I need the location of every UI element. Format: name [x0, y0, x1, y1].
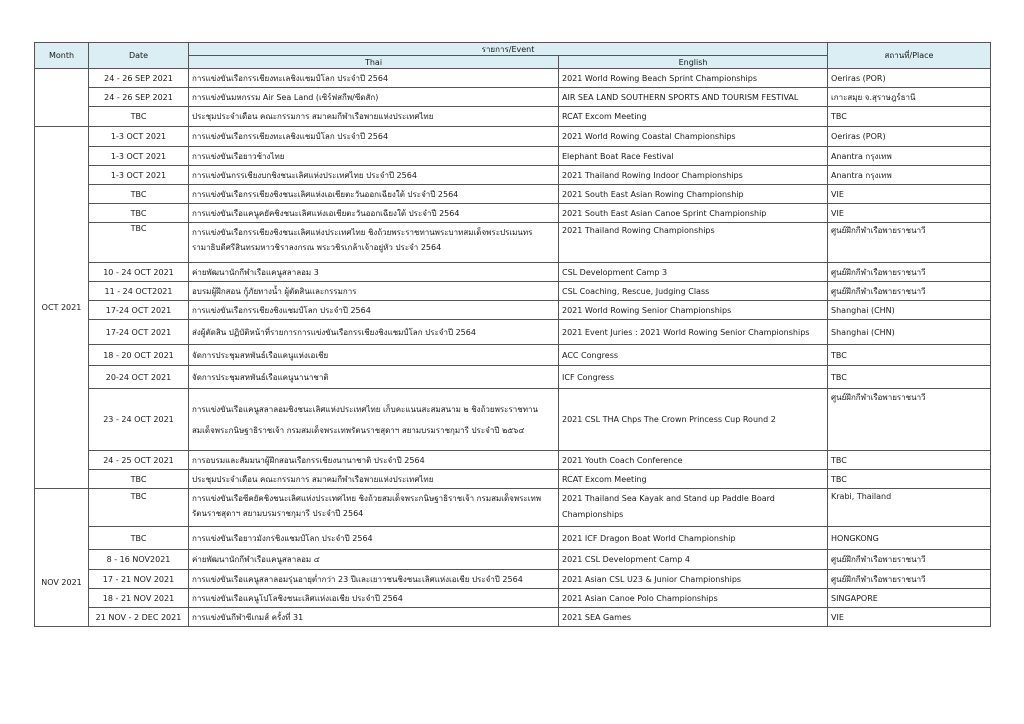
thai-cell: ส่งผู้ตัดสิน ปฏิบัติหน้าที่รายการการแข่งขันเรือกรรเชียงชิงแชมป์โลก ประจำปี 2564: [189, 320, 559, 345]
thai-cell: การแข่งขันเรือแคนูสลาลอมรุ่นอายุต่ำกว่า 23 ปีและเยาวชนชิงชนะเลิศแห่งเอเชีย ประจำปี 2564: [189, 570, 559, 589]
thai-cell: การแข่งขันเรือแคนูคยัคชิงชนะเลิศแห่งเอเชียตะวันออกเฉียงใต้ ประจำปี 2564: [189, 204, 559, 223]
date-cell: 24 - 25 OCT 2021: [89, 451, 189, 470]
table-row: [35, 69, 991, 88]
header-month: Month: [35, 43, 89, 69]
header-english: English: [559, 56, 828, 69]
place-cell: TBC: [828, 345, 991, 366]
thai-cell: การแข่งขันกีฬาซีเกมส์ ครั้งที่ 31: [189, 608, 559, 627]
date-cell: TBC: [89, 107, 189, 127]
date-cell: TBC: [89, 223, 189, 263]
english-cell: CSL Development Camp 3: [559, 263, 828, 282]
place-cell: ศูนย์ฝึกกีฬาเรือพายราชนาวี: [828, 282, 991, 301]
month-cell-nov: NOV 2021: [35, 489, 89, 627]
place-cell: Krabi, Thailand: [828, 489, 991, 527]
date-cell: TBC: [89, 185, 189, 204]
thai-cell: การแข่งขันเรือแคนูสลาลอมชิงชนะเลิศแห่งประเทศไทย เก็บคะแนนสะสมสนาม ๒ ชิงถ้วยพระราชทานสมเด็จพระกนิษฐาธิราชเจ้า กรมสมเด็จพระเทพรัตนราชสุดาฯ สยามบรมราชกุมารี ประจำปี ๒๕๖๔: [189, 389, 559, 451]
table-row: [35, 107, 991, 127]
table-row: [35, 366, 991, 389]
table-row: [35, 147, 991, 166]
header-date: Date: [89, 43, 189, 69]
thai-cell: การแข่งขันเรือยาวช้างไทย: [189, 147, 559, 166]
table-row: [35, 301, 991, 320]
date-cell: TBC: [89, 204, 189, 223]
thai-cell: จัดการประชุมสหพันธ์เรือแคนูนานาชาติ: [189, 366, 559, 389]
english-cell: 2021 Event Juries : 2021 World Rowing Senior Championships: [559, 320, 828, 345]
thai-cell: จัดการประชุมสหพันธ์เรือแคนูแห่งเอเชีย: [189, 345, 559, 366]
english-cell: 2021 SEA Games: [559, 608, 828, 627]
english-cell: 2021 Thailand Rowing Indoor Championships: [559, 166, 828, 185]
date-cell: 11 - 24 OCT2021: [89, 282, 189, 301]
header-thai: Thai: [189, 56, 559, 69]
thai-cell: การแข่งขันเรือยาวมังกรชิงแชมป์โลก ประจำปี 2564: [189, 527, 559, 550]
english-cell: CSL Coaching, Rescue, Judging Class: [559, 282, 828, 301]
table-row: [35, 127, 991, 147]
table-row: [35, 345, 991, 366]
table-row: [35, 389, 991, 451]
english-cell: 2021 CSL Development Camp 4: [559, 550, 828, 570]
date-cell: 1-3 OCT 2021: [89, 127, 189, 147]
date-cell: 24 - 26 SEP 2021: [89, 88, 189, 107]
header-event: รายการ/Event: [189, 43, 828, 56]
english-cell: AIR SEA LAND SOUTHERN SPORTS AND TOURISM FESTIVAL: [559, 88, 828, 107]
table-row: [35, 263, 991, 282]
table-row: [35, 88, 991, 107]
english-cell: 2021 South East Asian Rowing Championship: [559, 185, 828, 204]
table-row: [35, 451, 991, 470]
english-cell: 2021 World Rowing Beach Sprint Championships: [559, 69, 828, 88]
month-cell-oct: OCT 2021: [35, 127, 89, 489]
place-cell: ศูนย์ฝึกกีฬาเรือพายราชนาวี: [828, 550, 991, 570]
table-row: [35, 320, 991, 345]
thai-cell: ประชุมประจำเดือน คณะกรรมการ สมาคมกีฬาเรือพายแห่งประเทศไทย: [189, 107, 559, 127]
date-cell: 18 - 21 NOV 2021: [89, 589, 189, 608]
place-cell: TBC: [828, 107, 991, 127]
english-cell: 2021 South East Asian Canoe Sprint Championship: [559, 204, 828, 223]
thai-cell: การแข่งขันเรือกรรเชียงทะเลชิงแชมป์โลก ประจำปี 2564: [189, 127, 559, 147]
date-cell: 21 NOV - 2 DEC 2021: [89, 608, 189, 627]
thai-cell: การแข่งขันกรรเชียงบกชิงชนะเลิศแห่งประเทศไทย ประจำปี 2564: [189, 166, 559, 185]
month-cell-sep: [35, 69, 89, 127]
thai-cell: การแข่งขันเรือแคนูโปโลชิงชนะเลิศแห่งเอเชีย ประจำปี 2564: [189, 589, 559, 608]
place-cell: TBC: [828, 451, 991, 470]
english-cell: 2021 World Rowing Senior Championships: [559, 301, 828, 320]
table-row: [35, 489, 991, 527]
english-cell: 2021 World Rowing Coastal Championships: [559, 127, 828, 147]
table-row: [35, 470, 991, 489]
date-cell: 17-24 OCT 2021: [89, 320, 189, 345]
event-schedule-table: [34, 42, 991, 627]
place-cell: Shanghai (CHN): [828, 301, 991, 320]
date-cell: 24 - 26 SEP 2021: [89, 69, 189, 88]
place-cell: Shanghai (CHN): [828, 320, 991, 345]
place-cell: SINGAPORE: [828, 589, 991, 608]
place-cell: HONGKONG: [828, 527, 991, 550]
date-cell: 1-3 OCT 2021: [89, 147, 189, 166]
date-cell: 23 - 24 OCT 2021: [89, 389, 189, 451]
date-cell: 10 - 24 OCT 2021: [89, 263, 189, 282]
table-row: [35, 608, 991, 627]
table-row: [35, 185, 991, 204]
place-cell: ศูนย์ฝึกกีฬาเรือพายราชนาวี: [828, 389, 991, 451]
table-row: [35, 527, 991, 550]
date-cell: TBC: [89, 527, 189, 550]
place-cell: ศูนย์ฝึกกีฬาเรือพายราชนาวี: [828, 223, 991, 263]
english-cell: 2021 Thailand Sea Kayak and Stand up Paddle Board Championships: [559, 489, 828, 527]
header-place: สถานที่/Place: [828, 43, 991, 69]
english-cell: RCAT Excom Meeting: [559, 107, 828, 127]
place-cell: TBC: [828, 470, 991, 489]
thai-cell: ค่ายพัฒนานักกีฬาเรือแคนูสลาลอม ๔: [189, 550, 559, 570]
thai-cell: การแข่งขันเรือซีคยัคชิงชนะเลิศแห่งประเทศไทย ชิงถ้วยสมเด็จพระกนิษฐาธิราชเจ้า กรมสมเด็จพระเทพรัตนราชสุดาฯ สยามบรมราชกุมารี ประจำปี 2564: [189, 489, 559, 527]
english-cell: 2021 Asian Canoe Polo Championships: [559, 589, 828, 608]
table-row: [35, 550, 991, 570]
table-row: [35, 589, 991, 608]
place-cell: VIE: [828, 608, 991, 627]
place-cell: เกาะสมุย จ.สุราษฎร์ธานี: [828, 88, 991, 107]
english-cell: ICF Congress: [559, 366, 828, 389]
thai-cell: การแข่งขันเรือกรรเชียงทะเลชิงแชมป์โลก ประจำปี 2564: [189, 69, 559, 88]
english-cell: Elephant Boat Race Festival: [559, 147, 828, 166]
table-row: [35, 166, 991, 185]
place-cell: ศูนย์ฝึกกีฬาเรือพายราชนาวี: [828, 570, 991, 589]
english-cell: RCAT Excom Meeting: [559, 470, 828, 489]
place-cell: TBC: [828, 366, 991, 389]
table-row: [35, 204, 991, 223]
date-cell: 8 - 16 NOV2021: [89, 550, 189, 570]
thai-cell: การแข่งขันเรือกรรเชียงชิงชนะเลิศแห่งเอเชียตะวันออกเฉียงใต้ ประจำปี 2564: [189, 185, 559, 204]
thai-cell: การแข่งขันเรือกรรเชียงชิงแชมป์โลก ประจำปี 2564: [189, 301, 559, 320]
english-cell: 2021 Thailand Rowing Championships: [559, 223, 828, 263]
thai-cell: ค่ายพัฒนานักกีฬาเรือแคนูสลาลอม 3: [189, 263, 559, 282]
place-cell: Anantra กรุงเทพ: [828, 147, 991, 166]
english-cell: 2021 Asian CSL U23 & Junior Championships: [559, 570, 828, 589]
date-cell: 1-3 OCT 2021: [89, 166, 189, 185]
place-cell: Oeriras (POR): [828, 69, 991, 88]
table-row: [35, 223, 991, 263]
date-cell: 17 - 21 NOV 2021: [89, 570, 189, 589]
date-cell: TBC: [89, 489, 189, 527]
english-cell: ACC Congress: [559, 345, 828, 366]
date-cell: TBC: [89, 470, 189, 489]
place-cell: Oeriras (POR): [828, 127, 991, 147]
thai-cell: อบรมผู้ฝึกสอน กู้ภัยทางน้ำ ผู้ตัดสินและกรรมการ: [189, 282, 559, 301]
place-cell: VIE: [828, 204, 991, 223]
place-cell: ศูนย์ฝึกกีฬาเรือพายราชนาวี: [828, 263, 991, 282]
thai-cell: การแข่งขันเรือกรรเชียงชิงชนะเลิศแห่งประเทศไทย ชิงถ้วยพระราชทานพระบาทสมเด็จพระปรเมนทรรามาธิบดีศรีสินทรมหาวชิราลงกรณ พระวชิรเกล้าเจ้าอยู่หัว ประจำ 2564: [189, 223, 559, 263]
thai-cell: การอบรมและสัมมนาผู้ฝึกสอนเรือกรรเชียงนานาชาติ ประจำปี 2564: [189, 451, 559, 470]
table-row: [35, 570, 991, 589]
english-cell: 2021 ICF Dragon Boat World Championship: [559, 527, 828, 550]
english-cell: 2021 CSL THA Chps The Crown Princess Cup Round 2: [559, 389, 828, 451]
table-row: [35, 282, 991, 301]
thai-cell: ประชุมประจำเดือน คณะกรรมการ สมาคมกีฬาเรือพายแห่งประเทศไทย: [189, 470, 559, 489]
english-cell: 2021 Youth Coach Conference: [559, 451, 828, 470]
date-cell: 20-24 OCT 2021: [89, 366, 189, 389]
place-cell: Anantra กรุงเทพ: [828, 166, 991, 185]
date-cell: 17-24 OCT 2021: [89, 301, 189, 320]
date-cell: 18 - 20 OCT 2021: [89, 345, 189, 366]
place-cell: VIE: [828, 185, 991, 204]
thai-cell: การแข่งขันมหกรรม Air Sea Land (เซิร์ฟสกีพ/ซีดสัก): [189, 88, 559, 107]
